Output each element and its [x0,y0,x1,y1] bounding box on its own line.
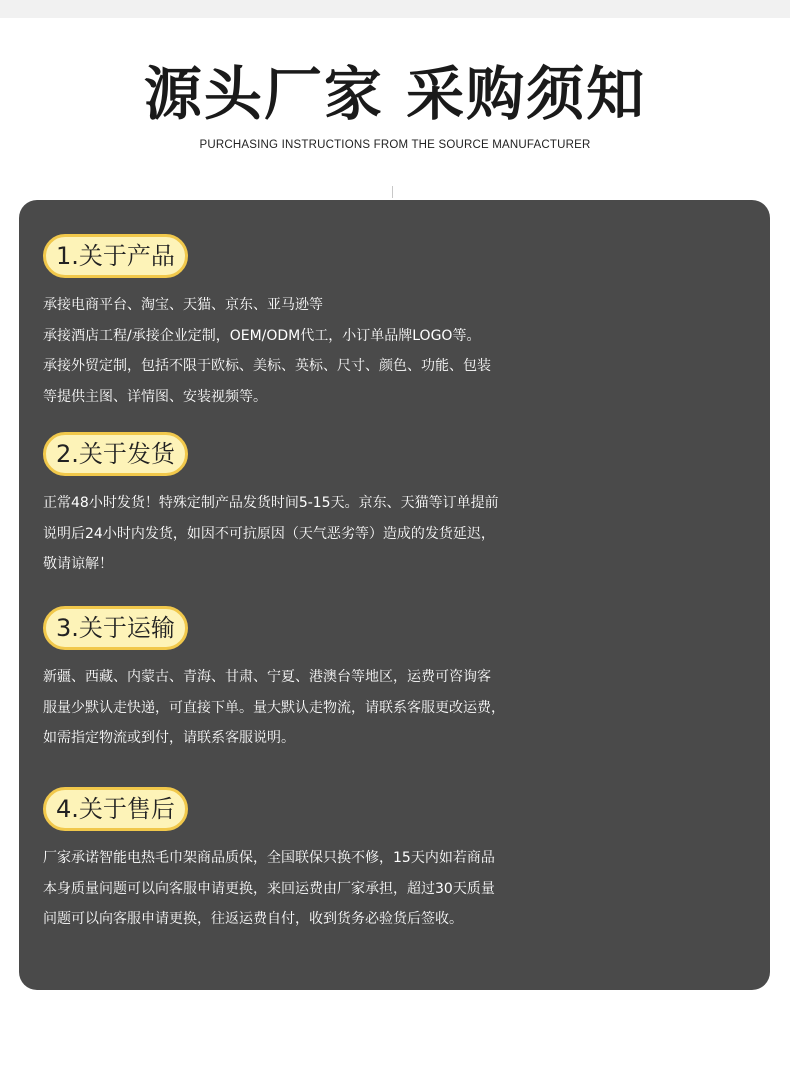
page-subtitle: PURCHASING INSTRUCTIONS FROM THE SOURCE MANUFACTURER [199,139,591,151]
section-line: 说明后24小时内发货，如因不可抗原因（天气恶劣等）造成的发货延迟， [43,525,495,542]
section-line: 新疆、西藏、内蒙古、青海、甘肃、宁夏、港澳台等地区，运费可咨询客 [43,669,491,685]
section-heading: 2.关于发货 [43,432,188,476]
section-line: 敬请谅解！ [43,556,113,572]
section-heading: 3.关于运输 [43,606,188,650]
section-line: 等提供主图、详情图、安装视频等。 [43,388,267,405]
section-heading: 4.关于售后 [43,787,188,831]
section-after-sales [43,787,763,935]
section-line: 厂家承诺智能电热毛巾架商品质保，全国联保只换不修，15天内如若商品 [43,850,495,866]
section-line: 承接外贸定制，包括不限于欧标、美标、英标、尺寸、颜色、功能、包装 [43,358,491,374]
section-line: 本身质量问题可以向客服申请更换，来回运费由厂家承担，超过30天质量 [43,880,495,897]
section-transport [43,606,763,754]
section-line: 承接电商平台、淘宝、天猫、京东、亚马逊等 [43,297,323,313]
section-line: 如需指定物流或到付，请联系客服说明。 [43,730,295,746]
section-line: 服量少默认走快递，可直接下单。量大默认走物流，请联系客服更改运费， [43,699,505,716]
section-line: 正常48小时发货！特殊定制产品发货时间5-15天。京东、天猫等订单提前 [43,495,499,511]
page-title: 源头厂家 采购须知 [143,60,647,128]
section-body [43,662,763,754]
section-products [43,234,763,412]
section-body [43,843,763,935]
section-heading: 1.关于产品 [43,234,188,278]
section-shipping [43,432,763,580]
section-line: 问题可以向客服申请更换，往返运费自付，收到货务必验货后签收。 [43,911,463,927]
divider-tick [392,186,393,198]
top-strip [0,0,790,18]
section-body [43,488,763,580]
section-line: 承接酒店工程/承接企业定制，OEM/ODM代工，小订单品牌LOGO等。 [43,327,481,344]
section-body [43,290,763,412]
